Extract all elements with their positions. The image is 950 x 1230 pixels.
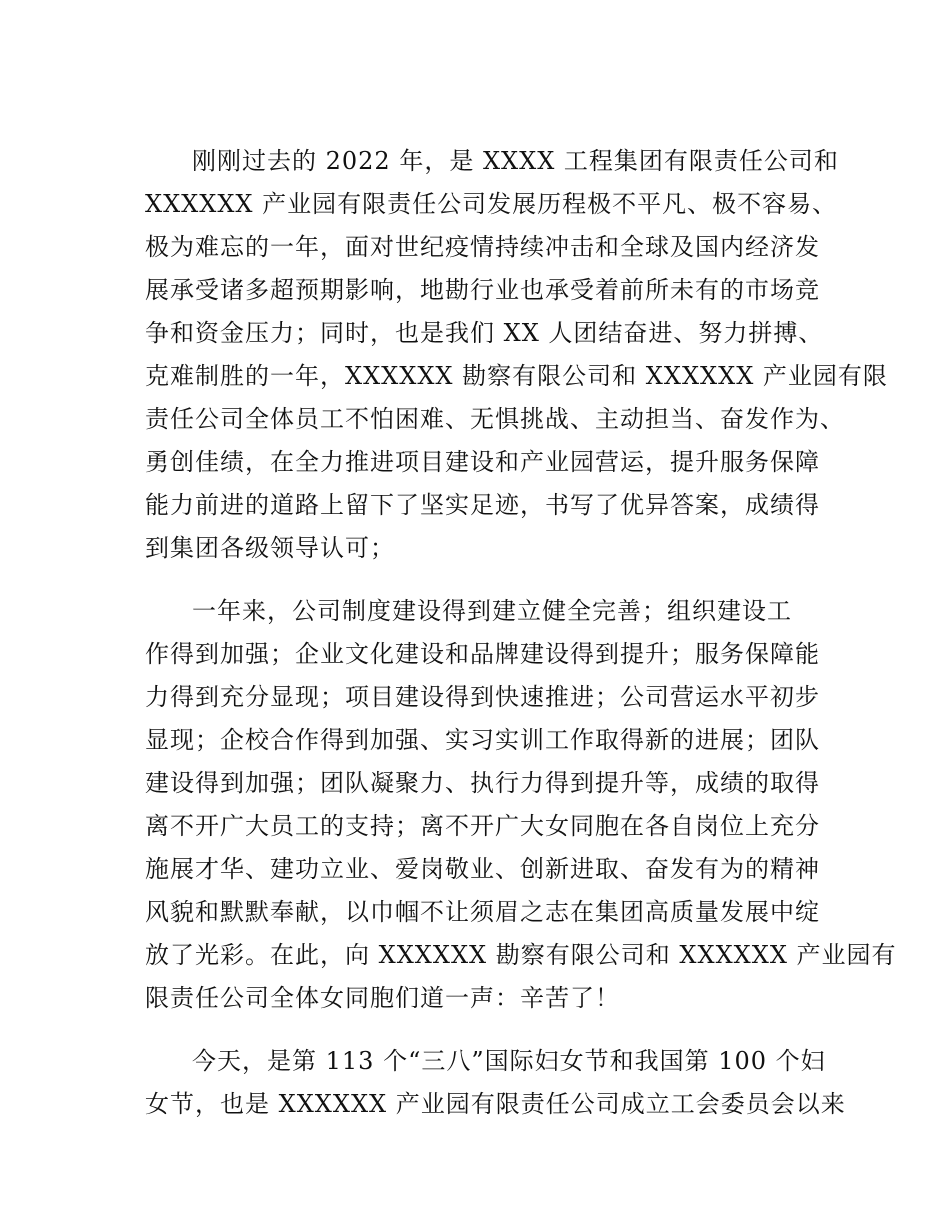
paragraph-1-line-6: 克难制胜的一年，XXXXXX 勘察有限公司和 XXXXXX 产业园有限 bbox=[145, 362, 888, 390]
paragraph-3-line-1: 今天，是第 113 个“三八”国际妇女节和我国第 100 个妇 bbox=[192, 1047, 826, 1075]
paragraph-2-line-4: 显现；企校合作得到加强、实习实训工作取得新的进展；团队 bbox=[145, 726, 820, 754]
paragraph-1-line-1: 刚刚过去的 2022 年，是 XXXX 工程集团有限责任公司和 bbox=[192, 147, 839, 175]
paragraph-2-line-6: 离不开广大员工的支持；离不开广大女同胞在各自岗位上充分 bbox=[145, 812, 820, 840]
paragraph-2-line-3: 力得到充分显现；项目建设得到快速推进；公司营运水平初步 bbox=[145, 683, 820, 711]
paragraph-2-line-9: 放了光彩。在此，向 XXXXXX 勘察有限公司和 XXXXXX 产业园有 bbox=[145, 941, 897, 969]
paragraph-1-line-9: 能力前进的道路上留下了坚实足迹，书写了优异答案，成绩得 bbox=[145, 491, 820, 519]
paragraph-1-line-4: 展承受诸多超预期影响，地勘行业也承受着前所未有的市场竞 bbox=[145, 276, 820, 304]
paragraph-1-line-8: 勇创佳绩，在全力推进项目建设和产业园营运，提升服务保障 bbox=[145, 448, 820, 476]
paragraph-2-line-1: 一年来，公司制度建设得到建立健全完善；组织建设工 bbox=[192, 597, 792, 625]
paragraph-1-line-10: 到集团各级领导认可； bbox=[145, 534, 395, 562]
paragraph-1-line-5: 争和资金压力；同时，也是我们 XX 人团结奋进、努力拼搏、 bbox=[145, 319, 824, 347]
paragraph-1-line-3: 极为难忘的一年，面对世纪疫情持续冲击和全球及国内经济发 bbox=[145, 233, 820, 261]
paragraph-2-line-10: 限责任公司全体女同胞们道一声：辛苦了！ bbox=[145, 984, 620, 1012]
paragraph-2-line-5: 建设得到加强；团队凝聚力、执行力得到提升等，成绩的取得 bbox=[145, 769, 820, 797]
paragraph-1-line-2: XXXXXX 产业园有限责任公司发展历程极不平凡、极不容易、 bbox=[145, 190, 838, 218]
paragraph-2-line-8: 风貌和默默奉献，以巾帼不让须眉之志在集团高质量发展中绽 bbox=[145, 898, 820, 926]
paragraph-3-line-2: 女节，也是 XXXXXX 产业园有限责任公司成立工会委员会以来 bbox=[145, 1090, 846, 1118]
paragraph-2-line-7: 施展才华、建功立业、爱岗敬业、创新进取、奋发有为的精神 bbox=[145, 855, 820, 883]
paragraph-1-line-7: 责任公司全体员工不怕困难、无惧挑战、主动担当、奋发作为、 bbox=[145, 405, 845, 433]
paragraph-2-line-2: 作得到加强；企业文化建设和品牌建设得到提升；服务保障能 bbox=[145, 640, 820, 668]
